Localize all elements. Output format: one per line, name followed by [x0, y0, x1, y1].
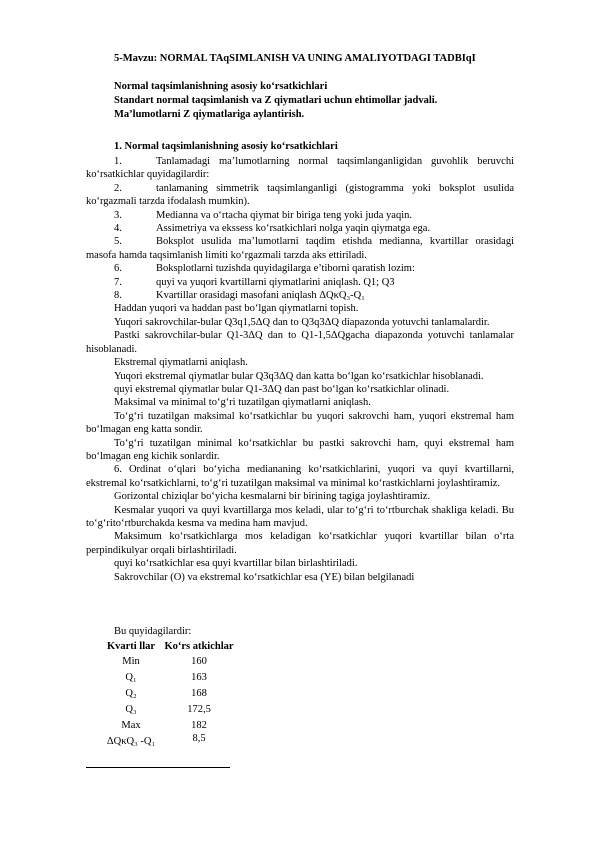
- paragraph: Ekstremal qiymatlarni aniqlash.: [114, 357, 248, 369]
- item-number: 6.: [114, 263, 122, 275]
- numbered-item: [86, 289, 514, 302]
- item-number: 5.: [114, 236, 122, 248]
- paragraph: Sakrovchilar (O) va ekstremal ko‘rsatkichlar esa (YE) bilan belgilanadi: [114, 571, 415, 583]
- header-quartiles: Kvarti llar: [106, 641, 156, 652]
- row-label: ΔQκQ₃ -Q₁: [106, 735, 156, 747]
- paragraph: Maksimum ko‘rsatkichlarga mos keladigan ko‘rsatkichlar yuqori kvartillar bilan o‘rta perpindikulyar orqali birlashtiriladi.: [86, 531, 514, 556]
- document-title: 5-Mavzu: NORMAL TAqSIMLANISH VA UNING AMALIYOTDAGI TADBIqI: [114, 53, 476, 64]
- item-text: Boksplotlarni tuzishda quyidagilarga e’tiborni qaratish lozim:: [156, 263, 415, 275]
- paragraph: Haddan yuqori va haddan past bo‘lgan qiymatlarni topish.: [114, 303, 359, 315]
- table-row: [100, 685, 236, 701]
- row-label: Q₂: [125, 687, 137, 699]
- numbered-item: [86, 209, 514, 222]
- table-row: [100, 653, 236, 669]
- paragraph: To‘g‘ri tuzatilgan maksimal ko‘rsatkichlar bu yuqori sakrovchi ham, yuqori ekstremal ham bo‘lmagan eng katta sondir.: [86, 410, 514, 436]
- row-value: 163: [191, 671, 207, 683]
- table-row: [100, 733, 236, 749]
- item-text: tanlamaning simmetrik taqsimlanganligi (gistogramma yoki boksplot usulida ko‘rgazmali tarzda ifodalash mumkin).: [86, 182, 514, 208]
- section-heading: 1. Normal taqsimlanishning asosiy ko‘rsatkichlari: [114, 141, 338, 152]
- item-text: Medianna va o‘rtacha qiymat bir biriga teng yoki juda yaqin.: [156, 209, 413, 221]
- item-number: 8.: [114, 290, 122, 302]
- paragraph: quyi ekstremal qiymatlar bular Q1-3ΔQ dan past bo‘lgan ko‘rsatkichlar olinadi.: [114, 383, 450, 395]
- subtitle-3: Ma’lumotlarni Z qiymatlariga aylantirish.: [114, 109, 305, 120]
- paragraph: quyi ko‘rsatkichlar esa quyi kvartillar bilan birlashtiriladi.: [114, 558, 358, 570]
- row-value: 160: [191, 655, 207, 667]
- numbered-item: [86, 182, 514, 209]
- table-row: [100, 669, 236, 685]
- item-number: 3.: [114, 209, 122, 221]
- paragraph: Maksimal va minimal to‘g‘ri tuzatilgan qiymatlarni aniqlash.: [114, 397, 371, 409]
- item-number: 4.: [114, 223, 122, 235]
- paragraph: Kesmalar yuqori va quyi kvartillarga mos keladi, ular to‘g‘ri to‘rtburchak shakliga keladi. Bu to‘g‘rito‘rtburchakda kesma va medina ham mavjud.: [86, 504, 514, 529]
- numbered-item: [86, 155, 514, 182]
- item-text: Boksplot usulida ma’lumotlarni taqdim etishda medianna, kvartillar orasidagi masofa hamda taqsimlanish limiti ko‘rgazmali tarzda aks ettiriladi.: [86, 236, 514, 261]
- list-label: Bu quyidagilardir:: [114, 626, 192, 637]
- paragraph: To‘g‘ri tuzatilgan minimal ko‘rsatkichlar bu pastki sakrovchi ham, quyi ekstremal ham bo‘lmagan eng kichik sonlardir.: [86, 437, 514, 462]
- row-value: 8,5: [192, 733, 206, 744]
- table-row: [100, 717, 236, 733]
- paragraph: 6. Ordinat o‘qlari bo‘yicha mediananing ko‘rsatkichlarini, yuqori va quyi kvartillarni, ekstremal ko‘rsatkichlarni, to‘g‘ri tuzatilgan maksimal va minimal ko‘rastkichlarni joylashtiramiz.: [86, 464, 514, 489]
- row-label: Max: [121, 719, 141, 731]
- row-label: Q₁: [125, 671, 137, 683]
- paragraph: Yuqori ekstremal qiymatlar bular Q3q3ΔQ dan katta bo‘lgan ko‘rsatkichlar hisoblanadi.: [114, 370, 484, 382]
- table-header-row: [100, 640, 236, 653]
- item-text: Kvartillar orasidagi masofani aniqlash ΔQκQ₃-Q₁: [156, 290, 365, 302]
- quartile-table: [100, 640, 236, 749]
- row-label: Q₃: [125, 703, 137, 715]
- numbered-item: [86, 222, 514, 235]
- paragraph: Gorizontal chiziqlar bo‘yicha kesmalarni bir birining tagiga joylashtiramiz.: [114, 491, 431, 503]
- subtitle-2: Standart normal taqsimlanish va Z qiymatlari uchun ehtimollar jadvali.: [114, 95, 438, 106]
- numbered-item: [86, 235, 514, 262]
- row-value: 168: [191, 687, 207, 699]
- footnote-divider: [86, 767, 230, 768]
- header-values: Ko‘rs atkichlar: [164, 641, 234, 652]
- document-body: [86, 155, 514, 584]
- numbered-item: [86, 276, 514, 289]
- item-text: Assimetriya va ekssess ko‘rsatkichlari nolga yaqin qiymatga ega.: [156, 223, 431, 235]
- paragraph: Pastki sakrovchilar-bular Q1-3ΔQ dan to Q1-1,5ΔQgacha diapazonda yotuvchi tanlamalar hisoblanadi.: [86, 330, 514, 355]
- paragraph: Yuqori sakrovchilar-bular Q3q1,5ΔQ dan to Q3q3ΔQ diapazonda yotuvchi tanlamalardir.: [114, 316, 490, 328]
- item-number: 1.: [114, 156, 122, 167]
- subtitle-1: Normal taqsimlanishning asosiy ko‘rsatkichlari: [114, 81, 328, 92]
- row-value: 182: [191, 719, 207, 731]
- numbered-item: [86, 262, 514, 275]
- row-label: Min: [122, 655, 140, 667]
- item-number: 7.: [114, 276, 122, 288]
- item-number: 2.: [114, 182, 122, 194]
- row-value: 172,5: [187, 703, 211, 715]
- table-row: [100, 701, 236, 717]
- item-text: quyi va yuqori kvartillarni qiymatlarini aniqlash. Q1; Q3: [156, 276, 395, 288]
- item-text: Tanlamadagi ma’lumotlarning normal taqsimlanganligidan guvohlik beruvchi ko‘rsatkichlar quyidagilardir:: [86, 156, 514, 181]
